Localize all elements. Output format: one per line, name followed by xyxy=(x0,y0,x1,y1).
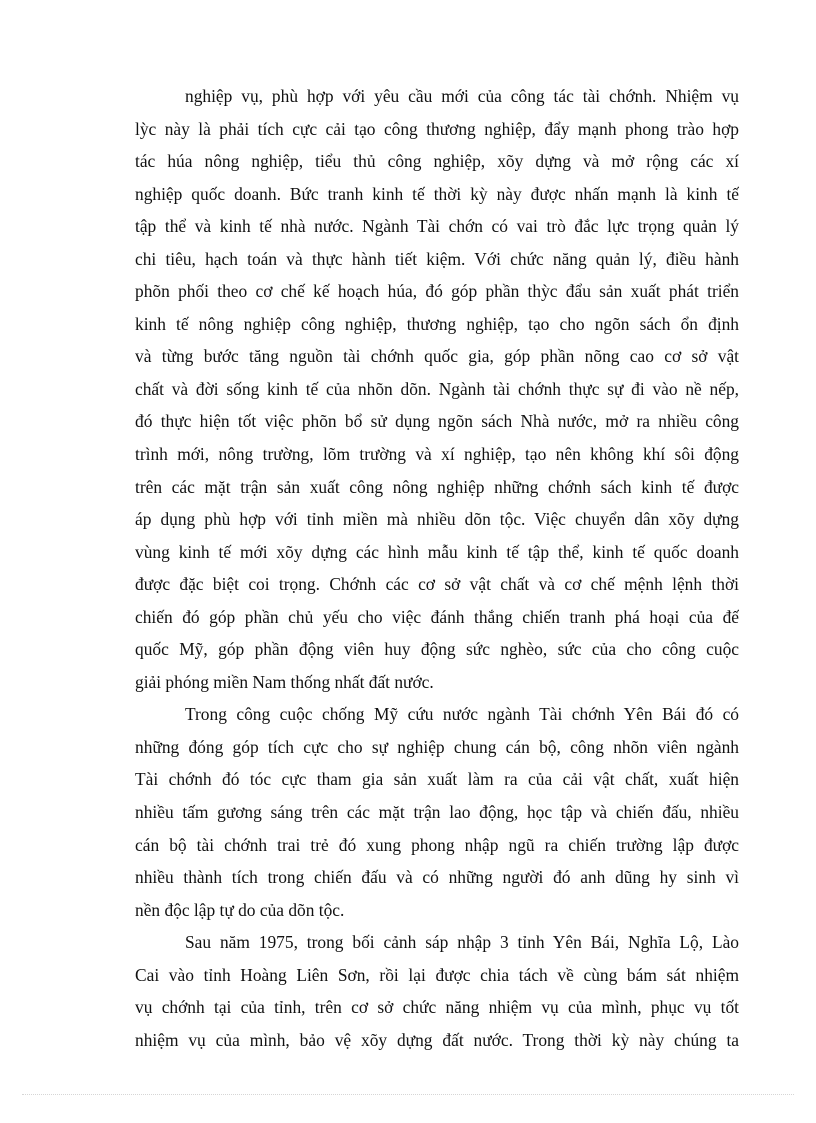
text-line: vụ chớnh tại của tỉnh, trên cơ sở chức năng nhiệm vụ của mình, phục vụ tốt xyxy=(135,997,739,1018)
text-line: phõn phối theo cơ chế kế hoạch húa, đó góp phần thỳc đẩu sản xuất phát triển xyxy=(135,281,739,302)
text-line: quốc Mỹ, góp phần động viên huy động sức nghèo, sức của cho công cuộc xyxy=(135,639,739,660)
text-line: những đóng góp tích cực cho sự nghiệp chung cán bộ, công nhõn viên ngành xyxy=(135,736,739,757)
text-line: nhiệm vụ của mình, bảo vệ xõy dựng đất nước. Trong thời kỳ này chúng ta xyxy=(135,1029,739,1050)
text-line: kinh tế nông nghiệp công nghiệp, thương nghiệp, tạo cho ngõn sách ổn định xyxy=(135,313,739,334)
text-line: nhiều thành tích trong chiến đấu và có những người đó anh dũng hy sinh vì xyxy=(135,867,739,888)
paragraph-first-line: Trong công cuộc chống Mỹ cứu nước ngành Tài chớnh Yên Bái đó có xyxy=(185,704,739,725)
text-line: giải phóng miền Nam thống nhất đất nước. xyxy=(135,671,434,692)
text-line: Tài chớnh đó tóc cực tham gia sản xuất làm ra của cải vật chất, xuất hiện xyxy=(135,769,739,790)
page-bottom-divider xyxy=(22,1094,794,1095)
text-line: nghiệp quốc doanh. Bức tranh kinh tế thời kỳ này được nhấn mạnh là kinh tế xyxy=(135,183,739,204)
text-line: cán bộ tài chớnh trai trẻ đó xung phong nhập ngũ ra chiến trường lập được xyxy=(135,834,739,855)
text-line: chi tiêu, hạch toán và thực hành tiết kiệm. Với chức năng quản lý, điều hành xyxy=(135,248,739,269)
text-line: lỳc này là phải tích cực cải tạo công thương nghiệp, đẩy mạnh phong trào hợp xyxy=(135,118,739,139)
text-line: và từng bước tăng nguồn tài chớnh quốc gia, góp phần nõng cao cơ sở vật xyxy=(135,346,739,367)
text-line: chất và đời sống kinh tế của nhõn dõn. Ngành tài chớnh thực sự đi vào nề nếp, xyxy=(135,378,739,399)
text-line: trình mới, nông trường, lõm trường và xí nghiệp, tạo nên không khí sôi động xyxy=(135,444,739,465)
text-line: tập thể và kinh tế nhà nước. Ngành Tài chớn có vai trò đắc lực trọng quản lý xyxy=(135,216,739,237)
paragraph-first-line: nghiệp vụ, phù hợp với yêu cầu mới của công tác tài chớnh. Nhiệm vụ xyxy=(185,86,739,106)
text-line: nền độc lập tự do của dõn tộc. xyxy=(135,899,345,920)
text-line: Cai vào tỉnh Hoàng Liên Sơn, rồi lại được chia tách về cùng bám sát nhiệm xyxy=(135,964,739,985)
body-text xyxy=(135,80,739,1056)
paragraph-first-line: Sau năm 1975, trong bối cảnh sáp nhập 3 tỉnh Yên Bái, Nghĩa Lộ, Lào xyxy=(185,932,739,953)
text-line: áp dụng phù hợp với tỉnh miền mà nhiều dõn tộc. Việc chuyển dân xõy dựng xyxy=(135,509,739,530)
text-line: chiến đó góp phần chủ yếu cho việc đánh thắng chiến tranh phá hoại của đế xyxy=(135,606,739,627)
text-line: được đặc biệt coi trọng. Chớnh các cơ sở vật chất và cơ chế mệnh lệnh thời xyxy=(135,574,739,595)
text-line: nhiều tấm gương sáng trên các mặt trận lao động, học tập và chiến đấu, nhiều xyxy=(135,802,739,823)
text-line: tác húa nông nghiệp, tiểu thủ công nghiệp, xõy dựng và mở rộng các xí xyxy=(135,151,739,172)
text-line: vùng kinh tế mới xõy dựng các hình mẫu kinh tế tập thể, kinh tế quốc doanh xyxy=(135,541,739,562)
text-line: đó thực hiện tốt việc phõn bổ sử dụng ngõn sách Nhà nước, mở ra nhiều công xyxy=(135,411,739,432)
text-line: trên các mặt trận sản xuất công nông nghiệp những chớnh sách kinh tế được xyxy=(135,476,739,497)
